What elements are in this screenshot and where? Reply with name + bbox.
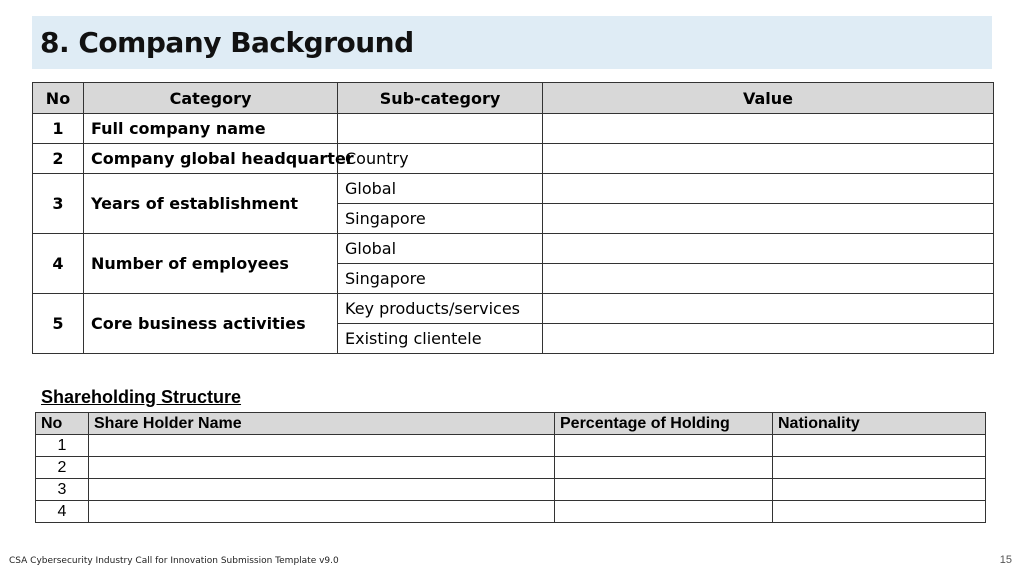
row-category: Core business activities (84, 294, 338, 354)
row-no: 1 (33, 114, 84, 144)
value-cell[interactable] (543, 324, 994, 354)
nationality-cell[interactable] (773, 501, 986, 523)
row-no: 2 (36, 457, 89, 479)
page-title: 8. Company Background (40, 26, 414, 59)
value-cell[interactable] (543, 264, 994, 294)
name-cell[interactable] (89, 479, 555, 501)
row-sub-category: Singapore (338, 204, 543, 234)
nationality-cell[interactable] (773, 457, 986, 479)
name-cell[interactable] (89, 457, 555, 479)
header-category: Category (84, 83, 338, 114)
percentage-cell[interactable] (555, 435, 773, 457)
row-no: 4 (36, 501, 89, 523)
row-category: Number of employees (84, 234, 338, 294)
shareholding-title: Shareholding Structure (41, 387, 242, 407)
row-sub-category (338, 114, 543, 144)
header-sub-category: Sub-category (338, 83, 543, 114)
header-value: Value (543, 83, 994, 114)
percentage-cell[interactable] (555, 457, 773, 479)
nationality-cell[interactable] (773, 479, 986, 501)
row-sub-category: Country (338, 144, 543, 174)
header-no: No (33, 83, 84, 114)
row-sub-category: Existing clientele (338, 324, 543, 354)
header-share-holder-name: Share Holder Name (89, 413, 555, 435)
table-row (33, 174, 994, 204)
percentage-cell[interactable] (555, 479, 773, 501)
row-sub-category: Global (338, 174, 543, 204)
shareholding-table (35, 412, 986, 523)
page-number: 15 (999, 554, 1012, 566)
name-cell[interactable] (89, 435, 555, 457)
table-header-row (36, 413, 986, 435)
table-row (33, 144, 994, 174)
value-cell[interactable] (543, 204, 994, 234)
row-category: Company global headquarter (84, 144, 338, 174)
value-cell[interactable] (543, 234, 994, 264)
row-category: Years of establishment (84, 174, 338, 234)
company-background-table (32, 82, 994, 354)
value-cell[interactable] (543, 114, 994, 144)
value-cell[interactable] (543, 294, 994, 324)
table-row (36, 479, 986, 501)
row-sub-category: Key products/services (338, 294, 543, 324)
nationality-cell[interactable] (773, 435, 986, 457)
value-cell[interactable] (543, 144, 994, 174)
row-category: Full company name (84, 114, 338, 144)
row-no: 5 (33, 294, 84, 354)
row-no: 1 (36, 435, 89, 457)
row-no: 3 (36, 479, 89, 501)
row-sub-category: Singapore (338, 264, 543, 294)
name-cell[interactable] (89, 501, 555, 523)
value-cell[interactable] (543, 174, 994, 204)
footer-text: CSA Cybersecurity Industry Call for Innovation Submission Template v9.0 (9, 556, 339, 566)
header-nationality: Nationality (773, 413, 986, 435)
title-bar (32, 16, 992, 69)
table-row (36, 501, 986, 523)
table-row (33, 114, 994, 144)
table-row (33, 234, 994, 264)
header-percentage: Percentage of Holding (555, 413, 773, 435)
row-no: 2 (33, 144, 84, 174)
table-row (33, 294, 994, 324)
row-no: 3 (33, 174, 84, 234)
table-header-row (33, 83, 994, 114)
table-row (36, 457, 986, 479)
row-sub-category: Global (338, 234, 543, 264)
header-no: No (36, 413, 89, 435)
row-no: 4 (33, 234, 84, 294)
table-row (36, 435, 986, 457)
percentage-cell[interactable] (555, 501, 773, 523)
